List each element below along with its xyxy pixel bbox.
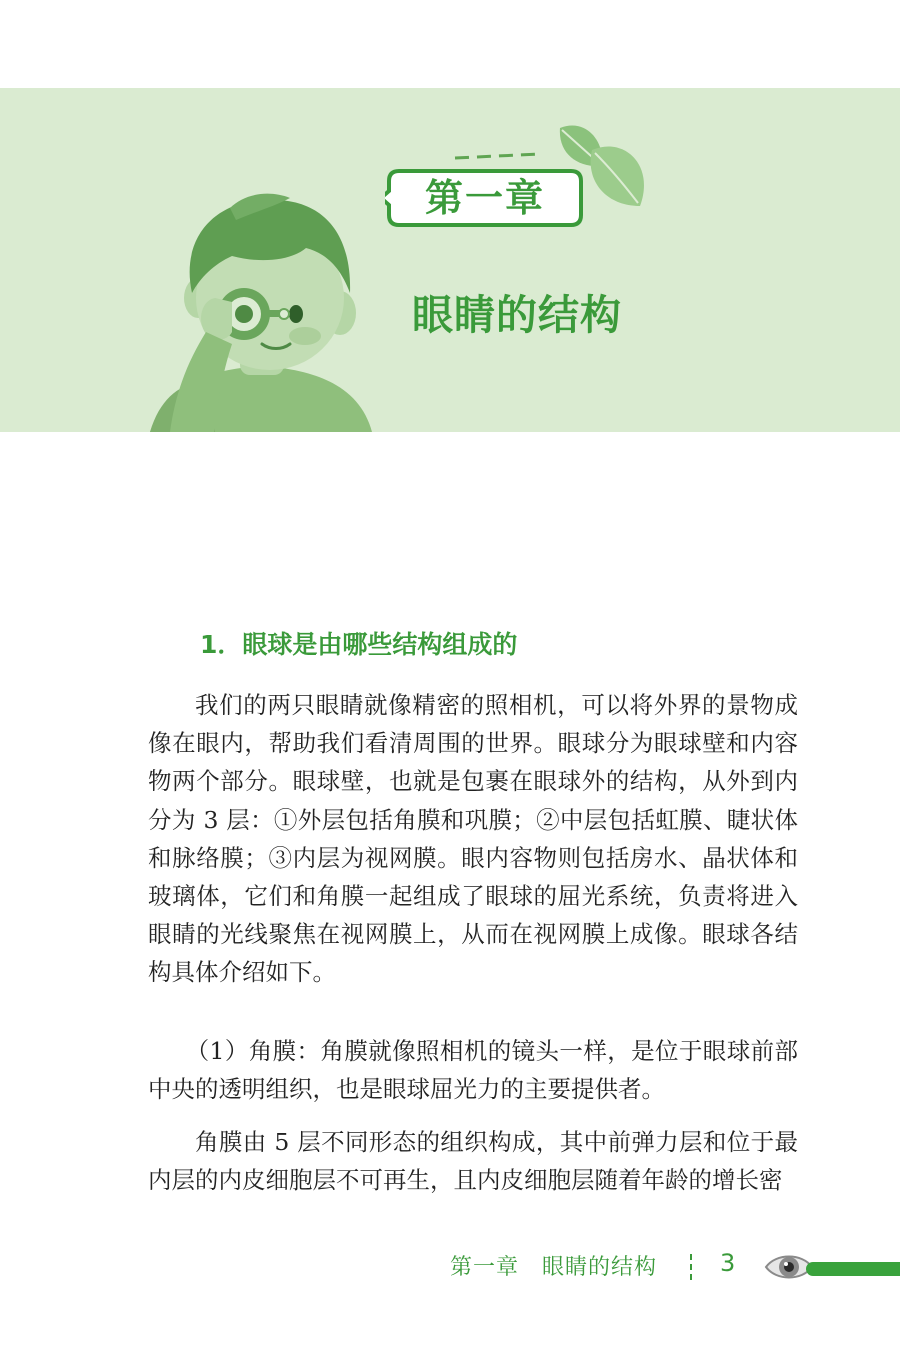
footer-accent-bar (806, 1262, 900, 1276)
page-number: 3 (720, 1249, 736, 1277)
section-heading: 1．眼球是由哪些结构组成的 (200, 630, 518, 659)
chapter-banner (0, 88, 900, 432)
body-paragraph: 我们的两只眼睛就像精密的照相机，可以将外界的景物成像在眼内，帮助我们看清周围的世界。眼球分为眼球壁和内容物两个部分。眼球壁，也就是包裹在眼球外的结构，从外到内分为 3 层：①外层包括角膜和巩膜；②中层包括虹膜、睫状体和脉络膜；③内层为视网膜。眼内容物则包括房水、晶状体和玻璃体，它们和角膜一起组成了眼球的屈光系统，负责将进入眼睛的光线聚焦在视网膜上，从而在视网膜上成像。眼球各结构具体介绍如下。 (148, 691, 798, 987)
body-paragraph: （1）角膜：角膜就像照相机的镜头一样，是位于眼球前部中央的透明组织，也是眼球屈光力的主要提供者。 (148, 1037, 798, 1104)
boy-with-lens-illustration (0, 88, 900, 432)
running-title: 第一章 眼睛的结构 (450, 1255, 658, 1280)
chapter-label-badge (385, 167, 585, 229)
body-paragraph: 角膜由 5 层不同形态的组织构成，其中前弹力层和位于最内层的内皮细胞层不可再生，且内皮细胞层随着年龄的增长密 (148, 1128, 798, 1195)
chapter-title: 眼睛的结构 (412, 291, 622, 339)
footer-divider (690, 1254, 692, 1280)
chapter-label: 第一章 (424, 176, 545, 220)
